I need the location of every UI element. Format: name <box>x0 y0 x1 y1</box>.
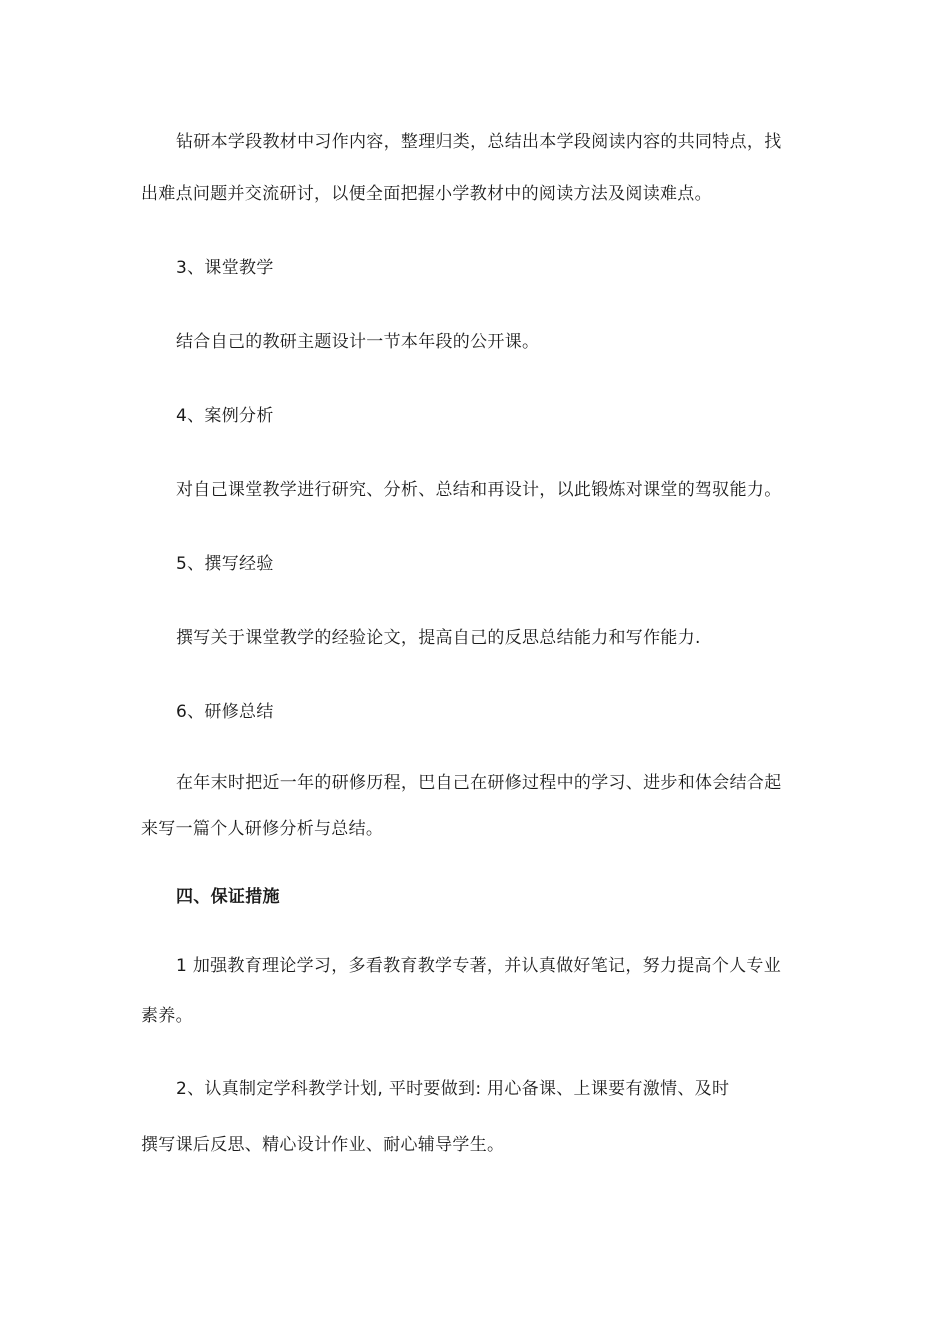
section-heading: 4、案例分析 <box>176 406 274 426</box>
chapter-heading: 四、保证措施 <box>176 887 280 907</box>
section-heading: 6、研修总结 <box>176 702 274 722</box>
paragraph-line: 对自己课堂教学进行研究、分析、总结和再设计，以此锻炼对课堂的驾驭能力。 <box>176 480 782 500</box>
paragraph-line: 钻研本学段教材中习作内容，整理归类，总结出本学段阅读内容的共同特点，找 <box>176 132 782 152</box>
paragraph-line: 在年末时把近一年的研修历程，巴自己在研修过程中的学习、进步和体会结合起 <box>176 773 782 793</box>
paragraph-line: 来写一篇个人研修分析与总结。 <box>141 819 384 839</box>
paragraph-line: 撰写课后反思、精心设计作业、耐心辅导学生。 <box>141 1135 505 1155</box>
paragraph-line: 1 加强教育理论学习，多看教育教学专著，并认真做好笔记，努力提高个人专业 <box>176 956 782 976</box>
paragraph-line: 2、认真制定学科教学计划, 平时要做到: 用心备课、上课要有激情、及时 <box>176 1079 730 1099</box>
paragraph-line: 出难点问题并交流研讨，以便全面把握小学教材中的阅读方法及阅读难点。 <box>141 184 712 204</box>
section-heading: 5、撰写经验 <box>176 554 274 574</box>
paragraph-line: 撰写关于课堂教学的经验论文，提高自己的反思总结能力和写作能力. <box>176 628 701 648</box>
paragraph-line: 结合自己的教研主题设计一节本年段的公开课。 <box>176 332 540 352</box>
section-heading: 3、课堂教学 <box>176 258 274 278</box>
paragraph-line: 素养。 <box>141 1006 193 1026</box>
